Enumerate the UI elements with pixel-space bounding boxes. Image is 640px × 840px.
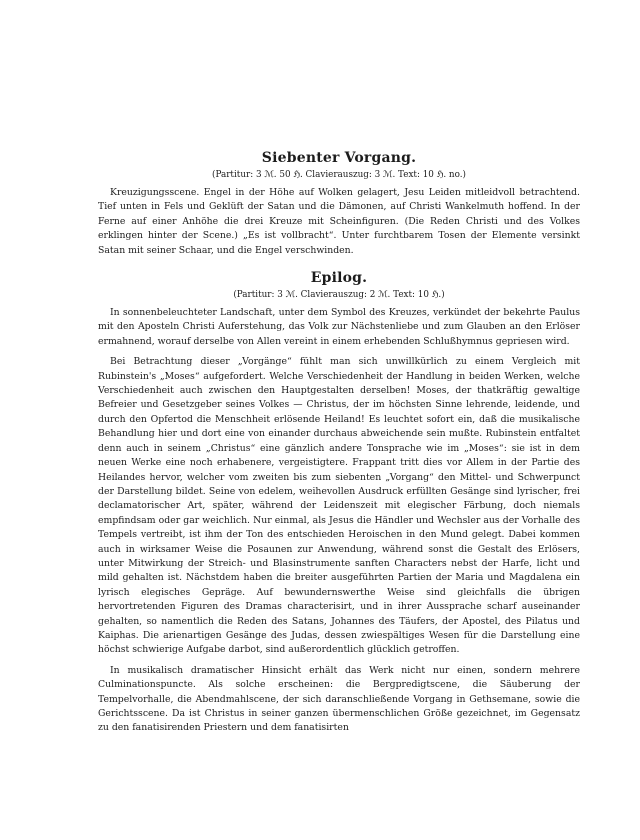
page-content: [98, 150, 580, 736]
section-spacer: [98, 258, 580, 270]
paragraph-epilog-3: In musikalisch dramatischer Hinsicht erhält das Werk nicht nur einen, sondern mehrere Culminationspuncte. Als solche erscheinen: die Bergpredigtscene, die Säuberung der Tempelvorhalle, die Abendmahlscene, der sich daranschließende Vorgang in Gethsemane, sowie die Gerichtsscene. Da ist Christus in seiner ganzen übermenschlichen Größe gezeichnet, im Gegensatz zu den fanatisirenden Priestern und dem fanatisirten: [98, 664, 580, 734]
price-line-vorgang: (Partitur: 3 ℳ. 50 ℌ. Clavierauszug: 3 ℳ. Text: 10 ℌ. no.): [212, 170, 466, 180]
paragraph-epilog-2: Bei Betrachtung dieser „Vorgänge“ fühlt man sich unwillkürlich zu einem Vergleich mit Rubinstein's „Moses“ aufgefordert. Welche Verschiedenheit der Handlung in beiden Werken, welche Verschiedenheit auch zwischen den Hauptgestalten derselben! Moses, der thatkräftig gewaltige Befreier und Gesetzgeber seines Volkes — Christus, der im höchsten Sinne lehrende, leidende, und durch den Opfertod die Menschheit erlösende Heiland! Es leuchtet sofort ein, daß die musikalische Behandlung hier und dort eine von einander durchaus abweichende sein mußte. Rubinstein entfaltet denn auch in seinem „Christus“ eine gänzlich andere Tonsprache wie im „Moses“: sie ist in dem neuen Werke eine noch erhabenere, vergeistigtere. Frappant tritt dies vor Allem in der Partie des Heilandes hervor, welcher vom zweiten bis zum siebenten „Vorgang“ den Mittel- und Schwerpunct der Darstellung bildet. Seine von edelem, weihevollen Ausdruck erfüllten Gesänge sind lyrischer, frei declamatorischer Art, später, während der Leidenszeit mit elegischer Färbung, doch niemals empfindsam oder gar weichlich. Nur einmal, als Jesus die Händler und Wechsler aus der Vorhalle des Tempels vertreibt, ist ihm der Ton des entschieden Heroischen in den Mund gelegt. Dabei kommen auch in wirksamer Weise die Posaunen zur Anwendung, während sonst die Gestalt des Erlösers, unter Mitwirkung der Streich- und Blasinstrumente sanften Characters nebst der Harfe, licht und mild gehalten ist. Nächstdem haben die breiter ausgeführten Partien der Maria und Magdalena ein lyrisch elegisches Gepräge. Auf bewundernswerthe Weise sind gleichfalls die übrigen hervortretenden Figuren des Dramas characterisirt, und in ihrer Aussprache scharf auseinander gehalten, so namentlich die Reden des Satans, Johannes des Täufers, der Apostel, des Pilatus und Kaiphas. Die arienartigen Gesänge des Judas, dessen zwiespältiges Wesen für die Darstellung eine höchst schwierige Aufgabe darbot, sind außerordentlich glücklich getroffen.: [98, 356, 580, 656]
section-title-epilog: Epilog.: [310, 270, 368, 287]
paragraph-epilog-1: In sonnenbeleuchteter Landschaft, unter dem Symbol des Kreuzes, verkündet der bekehrte Paulus mit den Aposteln Christi Auferstehung, das Volk zur Nächstenliebe und zum Glauben an den Erlöser ermahnend, worauf derselbe von Allen vereint in einem erhebenden Schlußhymnus gepriesen wird.: [98, 307, 580, 347]
paragraph-kreuzigung: Kreuzigungsscene. Engel in der Höhe auf Wolken gelagert, Jesu Leiden mitleidvoll betrachtend. Tief unten in Fels und Geklüft der Satan und die Dämonen, auf Christi Wankelmuth hoffend. In der Ferne auf einer Anhöhe die drei Kreuze mit Scheinfiguren. (Die Reden Christi und des Volkes erklingen hinter der Scene.) „Es ist vollbracht“. Unter furchtbarem Tosen der Elemente versinkt Satan mit seiner Schaar, und die Engel verschwinden.: [98, 187, 580, 256]
section-title-vorgang: Siebenter Vorgang.: [261, 150, 417, 166]
price-line-epilog: (Partitur: 3 ℳ. Clavierauszug: 2 ℳ. Text: 10 ℌ.): [233, 290, 445, 301]
